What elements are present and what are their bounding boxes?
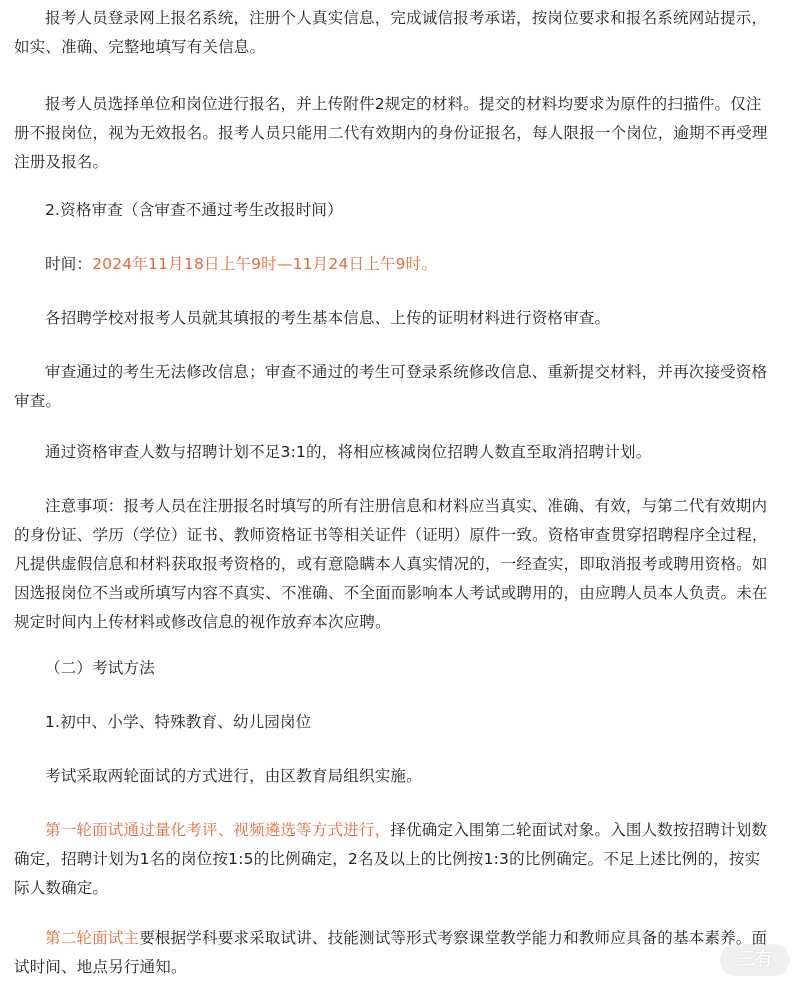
- paragraph-registration: [14, 4, 774, 62]
- paragraph-select-position: [14, 90, 774, 177]
- text-segment: 注意事项：报考人员在注册报名时填写的所有注册信息和材料应当真实、准确、有效，与第二代有效期内的身份证、学历（学位）证书、教师资格证书等相关证件（证明）原件一致。资格审查贯穿招聘程序全过程，凡提供虚假信息和材料获取报考资格的，或有意隐瞒本人真实情况的，一经查实，即取消报考或聘用资格。如因选报岗位不当或所填写内容不真实、不准确、不全面而影响本人考试或聘用的，由应聘人员本人负责。未在规定时间内上传材料或修改信息的视作放弃本次应聘。: [14, 497, 768, 631]
- heading-positions: [14, 708, 774, 737]
- paragraph-ratio-rule: [14, 438, 774, 467]
- text-segment: 审查通过的考生无法修改信息；审查不通过的考生可登录系统修改信息、重新提交材料，并再次接受资格审查。: [14, 363, 768, 410]
- text-segment: 1.初中、小学、特殊教育、幼儿园岗位: [45, 713, 312, 731]
- heading-qualification-review: [14, 196, 774, 225]
- text-segment: 择优确定入围第二轮面试对象。入围人数按招聘计划数确定，招聘计划为1名的岗位按1:5的比例确定，2名及以上的比例按1:3的比例确定。不足上述比例的，按实际人数确定。: [14, 821, 768, 897]
- text-segment: 报考人员登录网上报名系统，注册个人真实信息，完成诚信报考承诺，按岗位要求和报名系统网站提示，如实、准确、完整地填写有关信息。: [14, 9, 768, 56]
- paragraph-second-round: [14, 924, 774, 982]
- paragraph-review-time: [14, 250, 774, 279]
- first-round-highlight: 第一轮面试通过量化考评、视频遴选等方式进行，: [45, 821, 391, 839]
- text-segment: 要根据学科要求采取试讲、技能测试等形式考察课堂教学能力和教师应具备的基本素养。面试时间、地点另行通知。: [14, 929, 768, 976]
- review-time-highlight: 2024年11月18日上午9时—11月24日上午9时。: [92, 255, 438, 273]
- heading-exam-method: [14, 654, 774, 683]
- paragraph-two-rounds: [14, 762, 774, 791]
- watermark-logo: [720, 944, 790, 976]
- text-segment: 通过资格审查人数与招聘计划不足3:1的，将相应核减岗位招聘人数直至取消招聘计划。: [45, 443, 652, 461]
- text-segment: 2.资格审查（含审查不通过考生改报时间）: [45, 201, 343, 219]
- text-segment: （二）考试方法: [45, 659, 155, 677]
- text-segment: 各招聘学校对报考人员就其填报的考生基本信息、上传的证明材料进行资格审查。: [45, 309, 611, 327]
- text-segment: 考试采取两轮面试的方式进行，由区教育局组织实施。: [45, 767, 422, 785]
- second-round-highlight: 第二轮面试主: [45, 929, 140, 947]
- watermark-text: 三有: [737, 949, 773, 970]
- text-segment: 报考人员选择单位和岗位进行报名，并上传附件2规定的材料。提交的材料均要求为原件的扫描件。仅注册不报岗位，视为无效报名。报考人员只能用二代有效期内的身份证报名，每人限报一个岗位，逾期不再受理注册及报名。: [14, 95, 768, 171]
- paragraph-first-round: [14, 816, 774, 903]
- paragraph-school-review: [14, 304, 774, 333]
- paragraph-review-result: [14, 358, 774, 416]
- text-segment: 时间：: [45, 255, 93, 273]
- paragraph-notice: [14, 492, 774, 637]
